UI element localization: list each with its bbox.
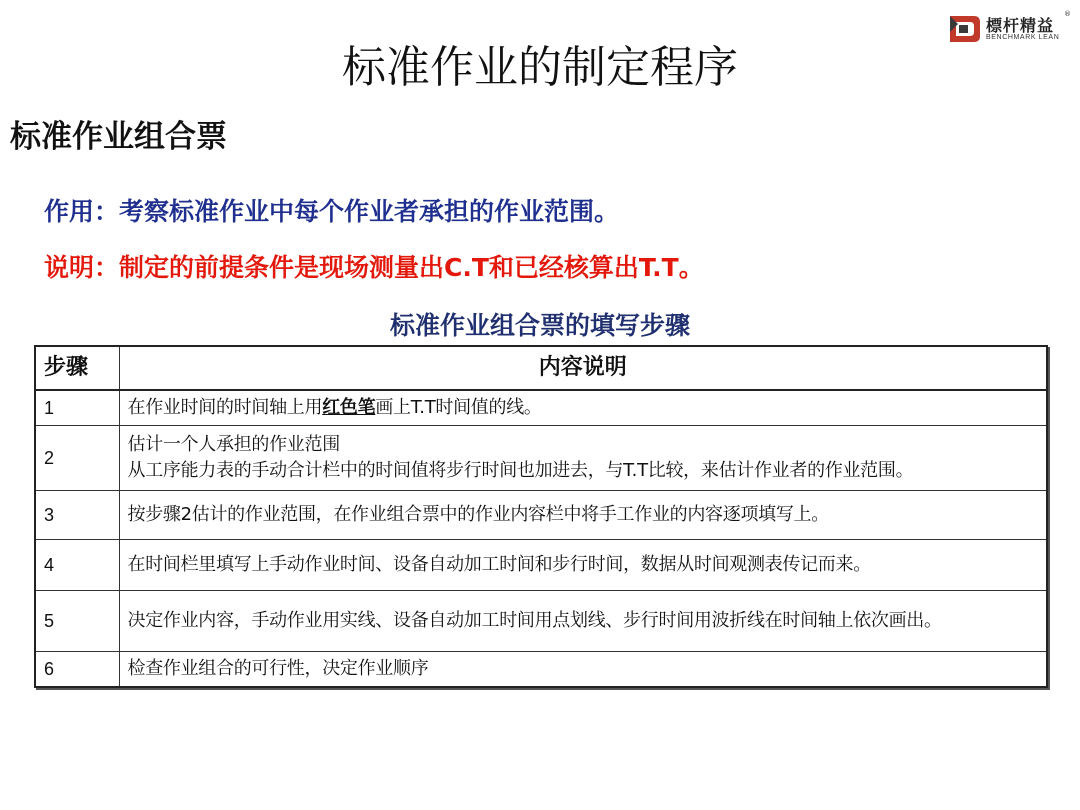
step-text-before: 在作业时间的时间轴上用 (127, 397, 323, 418)
step-content: 决定作业内容，手动作业用实线、设备自动加工时间用点划线、步行时间用波折线在时间轴上依次画出。 (119, 591, 1047, 652)
header-content: 内容说明 (119, 346, 1047, 390)
section-title: 标准作业组合票 (10, 119, 227, 155)
table-row (35, 540, 1047, 591)
logo-registered-mark: ® (1064, 10, 1071, 18)
step-number: 5 (35, 591, 119, 652)
step-number: 2 (35, 426, 119, 491)
table-row (35, 652, 1047, 688)
step-number: 3 (35, 491, 119, 540)
logo-subtitle: BENCHMARK LEAN (986, 34, 1060, 41)
step-number: 1 (35, 390, 119, 426)
steps-table (34, 345, 1048, 688)
step-content: 在时间栏里填写上手动作业时间、设备自动加工时间和步行时间，数据从时间观测表传记而来。 (119, 540, 1047, 591)
table-row (35, 491, 1047, 540)
step-text-after: 画上T.T时间值的线。 (375, 397, 542, 418)
step-line-2: 从工序能力表的手动合计栏中的时间值将步行时间也加进去，与T.T比较，来估计作业者的作业范围。 (127, 460, 914, 481)
step-number: 6 (35, 652, 119, 688)
step-content (119, 426, 1047, 491)
logo-brand-text: 標杆精益 (986, 16, 1055, 35)
table-caption: 标准作业组合票的填写步骤 (389, 311, 690, 340)
step-line-1: 估计一个人承担的作业范围 (127, 434, 340, 455)
header-step: 步骤 (35, 346, 119, 390)
step-number: 4 (35, 540, 119, 591)
purpose-statement: 作用：考察标准作业中每个作业者承担的作业范围。 (44, 197, 620, 226)
step-content (119, 390, 1047, 426)
table-row (35, 390, 1047, 426)
note-statement: 说明：制定的前提条件是现场测量出C.T和已经核算出T.T。 (44, 253, 704, 282)
table-header-row (35, 346, 1047, 390)
step-text-emphasis: 红色笔 (322, 397, 376, 418)
step-content: 按步骤2估计的作业范围，在作业组合票中的作业内容栏中将手工作业的内容逐项填写上。 (119, 491, 1047, 540)
table-row (35, 591, 1047, 652)
table-row (35, 426, 1047, 491)
step-content: 检查作业组合的可行性，决定作业顺序 (119, 652, 1047, 688)
page-title: 标准作业的制定程序 (342, 42, 738, 93)
